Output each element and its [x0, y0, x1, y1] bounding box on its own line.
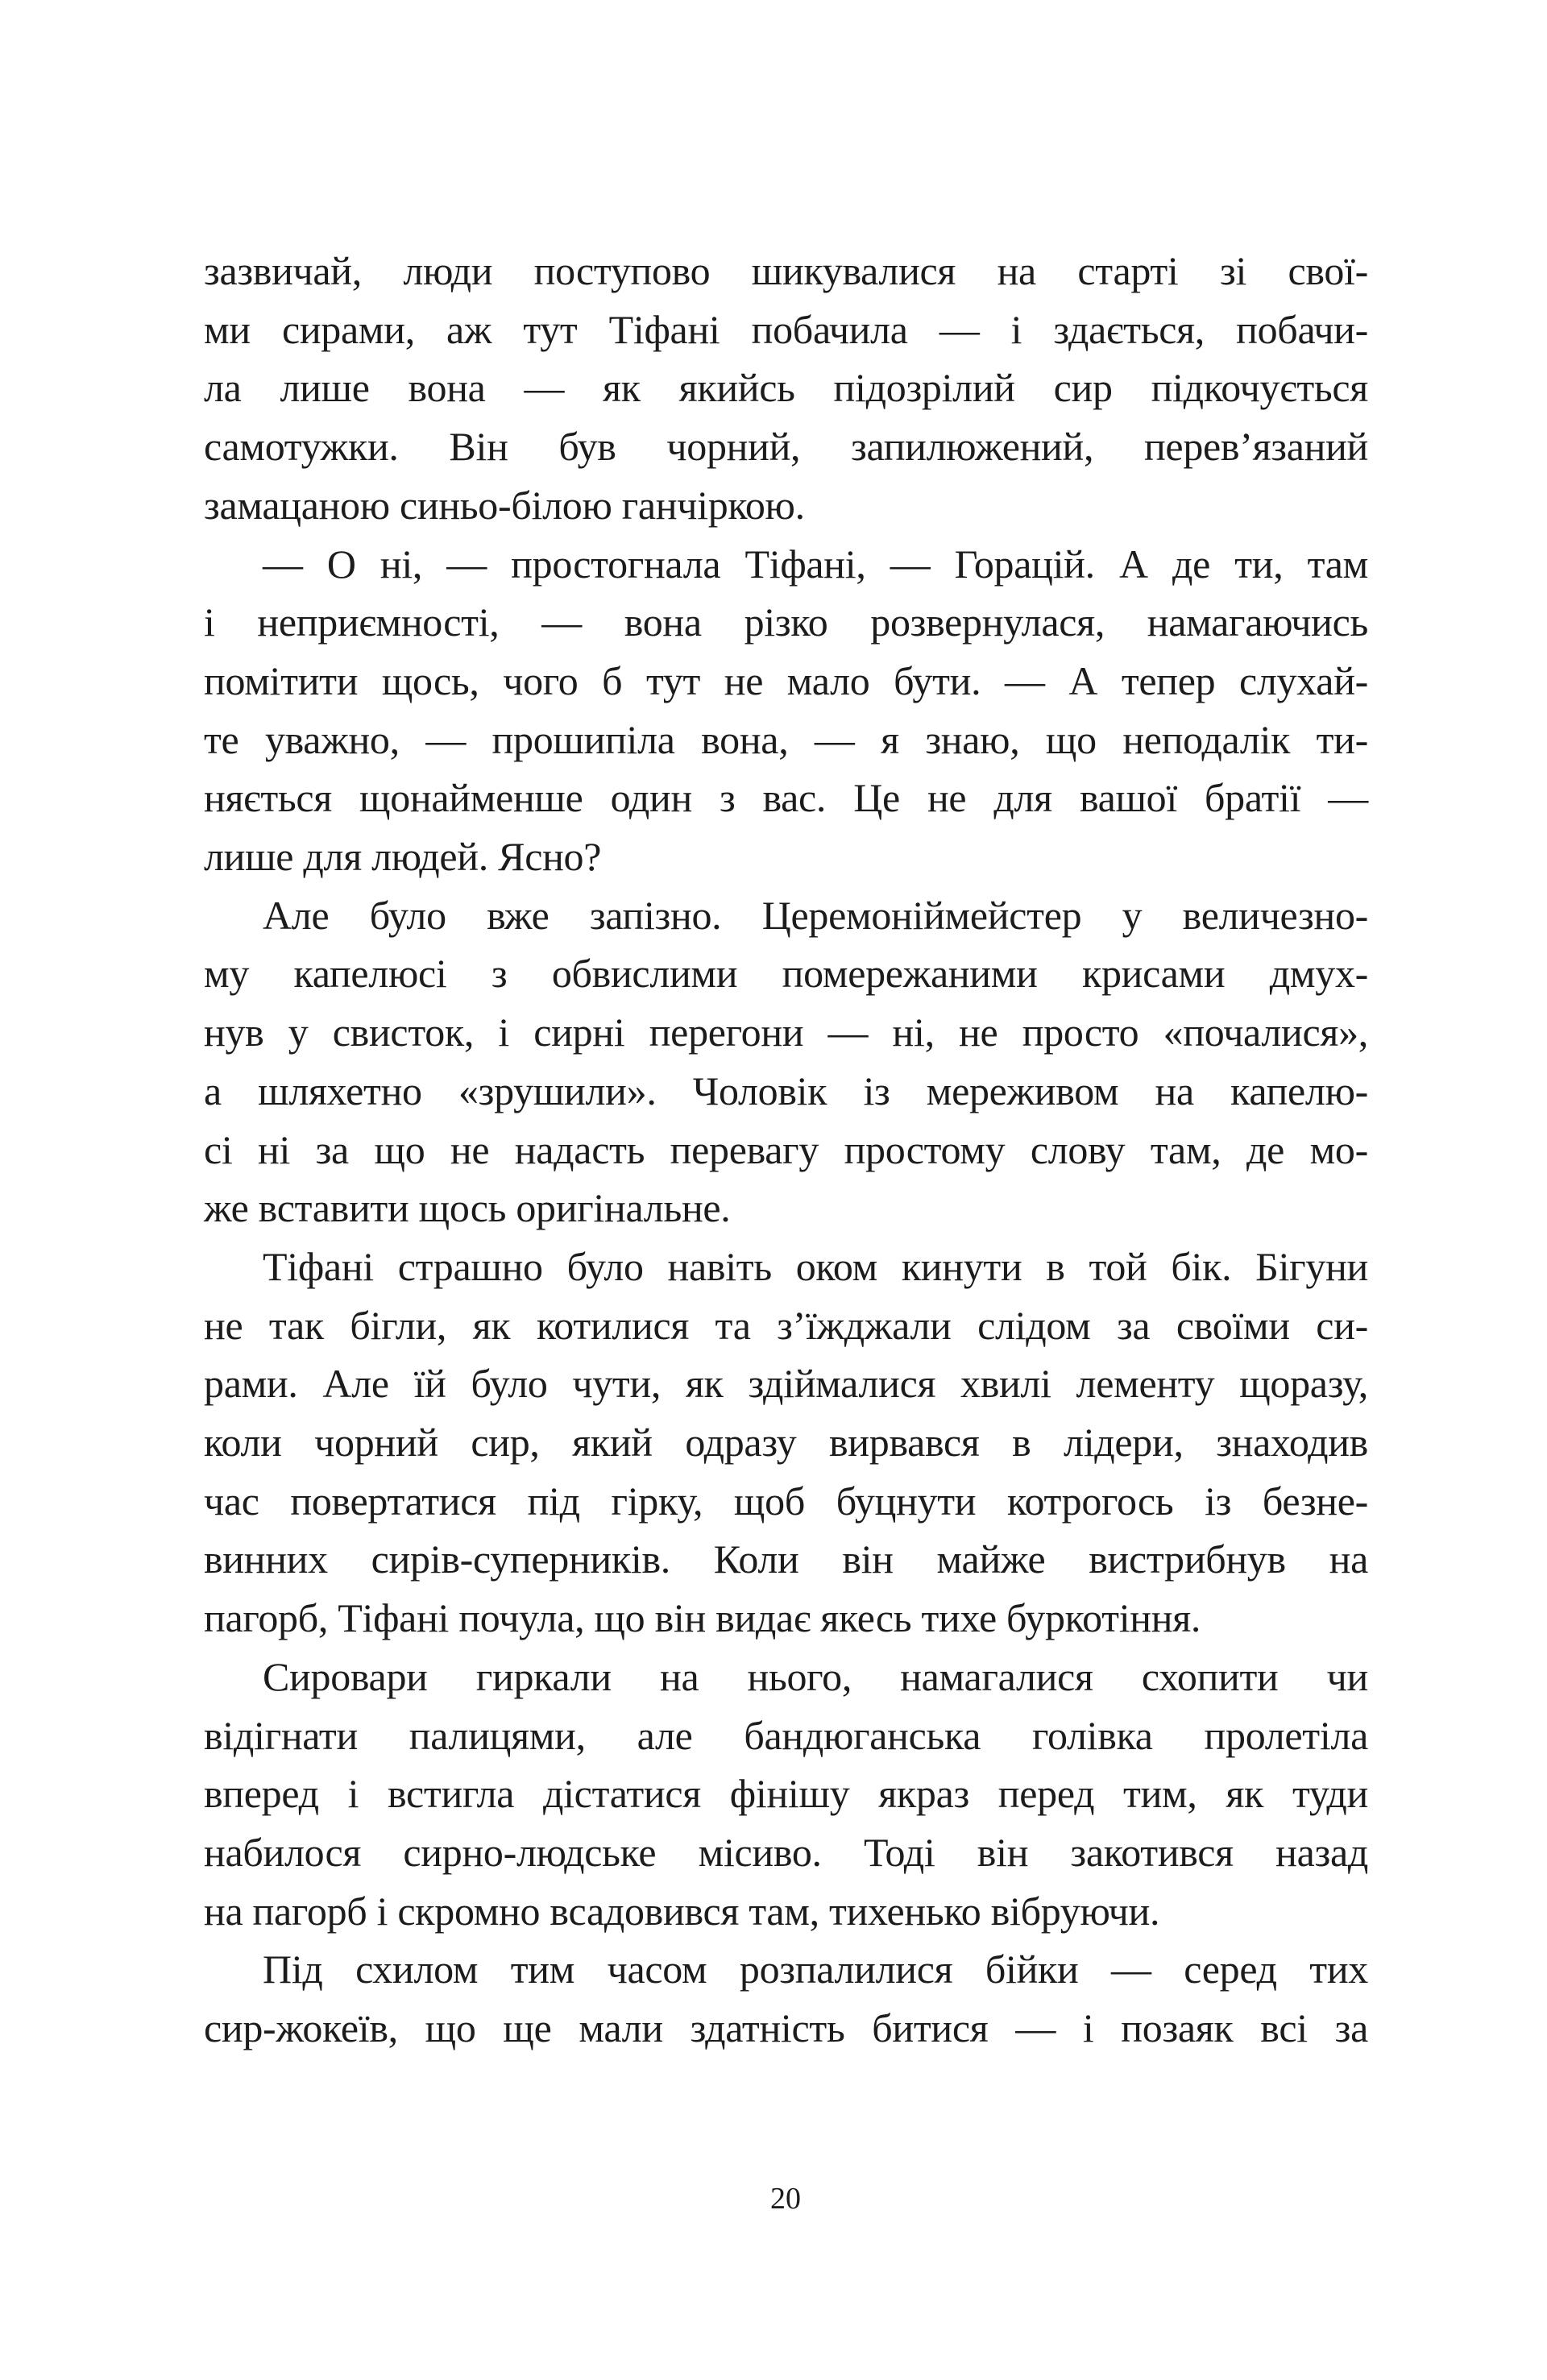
- page-number: 20: [770, 2182, 801, 2216]
- text-line: сі ні за що не надасть перевагу простому слову там, де мо-: [204, 1126, 1368, 1172]
- text-line: рами. Але їй було чути, як здіймалися хвилі лементу щоразу,: [204, 1361, 1368, 1407]
- text-line: ми сирами, аж тут Тіфані побачила — і здається, побачи-: [204, 306, 1368, 352]
- text-line: му капелюсі з обвислими помережаними крисами дмух-: [204, 951, 1368, 997]
- text-line: винних сирів-суперників. Коли він майже вистрибнув на: [204, 1536, 1368, 1582]
- text-line: відігнати палицями, але бандюганська голівка пролетіла: [204, 1712, 1368, 1758]
- text-line: на пагорб і скромно всадовився там, тихенько вібруючи.: [204, 1888, 1160, 1934]
- text-line: самотужки. Він був чорний, запилюжений, перев’язаний: [204, 424, 1368, 470]
- text-line: вперед і встигла дістатися фінішу якраз перед тим, як туди: [204, 1771, 1368, 1817]
- text-line: пагорб, Тіфані почула, що він видає якесь тихе буркотіння.: [204, 1595, 1201, 1641]
- text-line: — О ні, — простогнала Тіфані, — Горацій. А де ти, там: [263, 541, 1368, 587]
- text-line: не так бігли, як котилися та з’їжджали слідом за своїми си-: [204, 1302, 1368, 1348]
- text-line: помітити щось, чого б тут не мало бути. — А тепер слухай-: [204, 657, 1368, 703]
- text-line: сир-жокеїв, що ще мали здатність битися — і позаяк всі за: [204, 2005, 1368, 2050]
- text-line: лише для людей. Ясно?: [204, 834, 602, 879]
- text-line: Але було вже запізно. Церемоніймейстер у величезно-: [263, 892, 1368, 938]
- text-line: Тіфані страшно було навіть оком кинути в той бік. Бігуни: [263, 1243, 1368, 1289]
- text-line: няється щонайменше один з вас. Це не для вашої братії —: [204, 775, 1368, 821]
- text-line: замацаною синьо-білою ганчіркою.: [204, 482, 805, 528]
- text-line: і неприємності, — вона різко розвернулася, намагаючись: [204, 599, 1368, 645]
- text-line: набилося сирно-людське місиво. Тоді він закотився назад: [204, 1829, 1368, 1875]
- text-line: же вставити щось оригінальне.: [204, 1185, 731, 1231]
- text-line: те уважно, — прошипіла вона, — я знаю, що неподалік ти-: [204, 716, 1368, 762]
- text-line: ла лише вона — як якийсь підозрілий сир підкочується: [204, 365, 1368, 411]
- text-line: зазвичай, люди поступово шикувалися на старті зі свої-: [204, 248, 1368, 293]
- text-line: коли чорний сир, який одразу вирвався в лідери, знаходив: [204, 1420, 1368, 1465]
- text-line: Під схилом тим часом розпалилися бійки — серед тих: [263, 1947, 1368, 1992]
- text-line: нув у свисток, і сирні перегони — ні, не просто «почалися»,: [204, 1010, 1368, 1055]
- text-line: Сировари гиркали на нього, намагалися схопити чи: [263, 1653, 1368, 1699]
- text-line: час повертатися під гірку, щоб буцнути котрогось із безне-: [204, 1478, 1368, 1524]
- text-line: а шляхетно «зрушили». Чоловік із мереживом на капелю-: [204, 1068, 1368, 1113]
